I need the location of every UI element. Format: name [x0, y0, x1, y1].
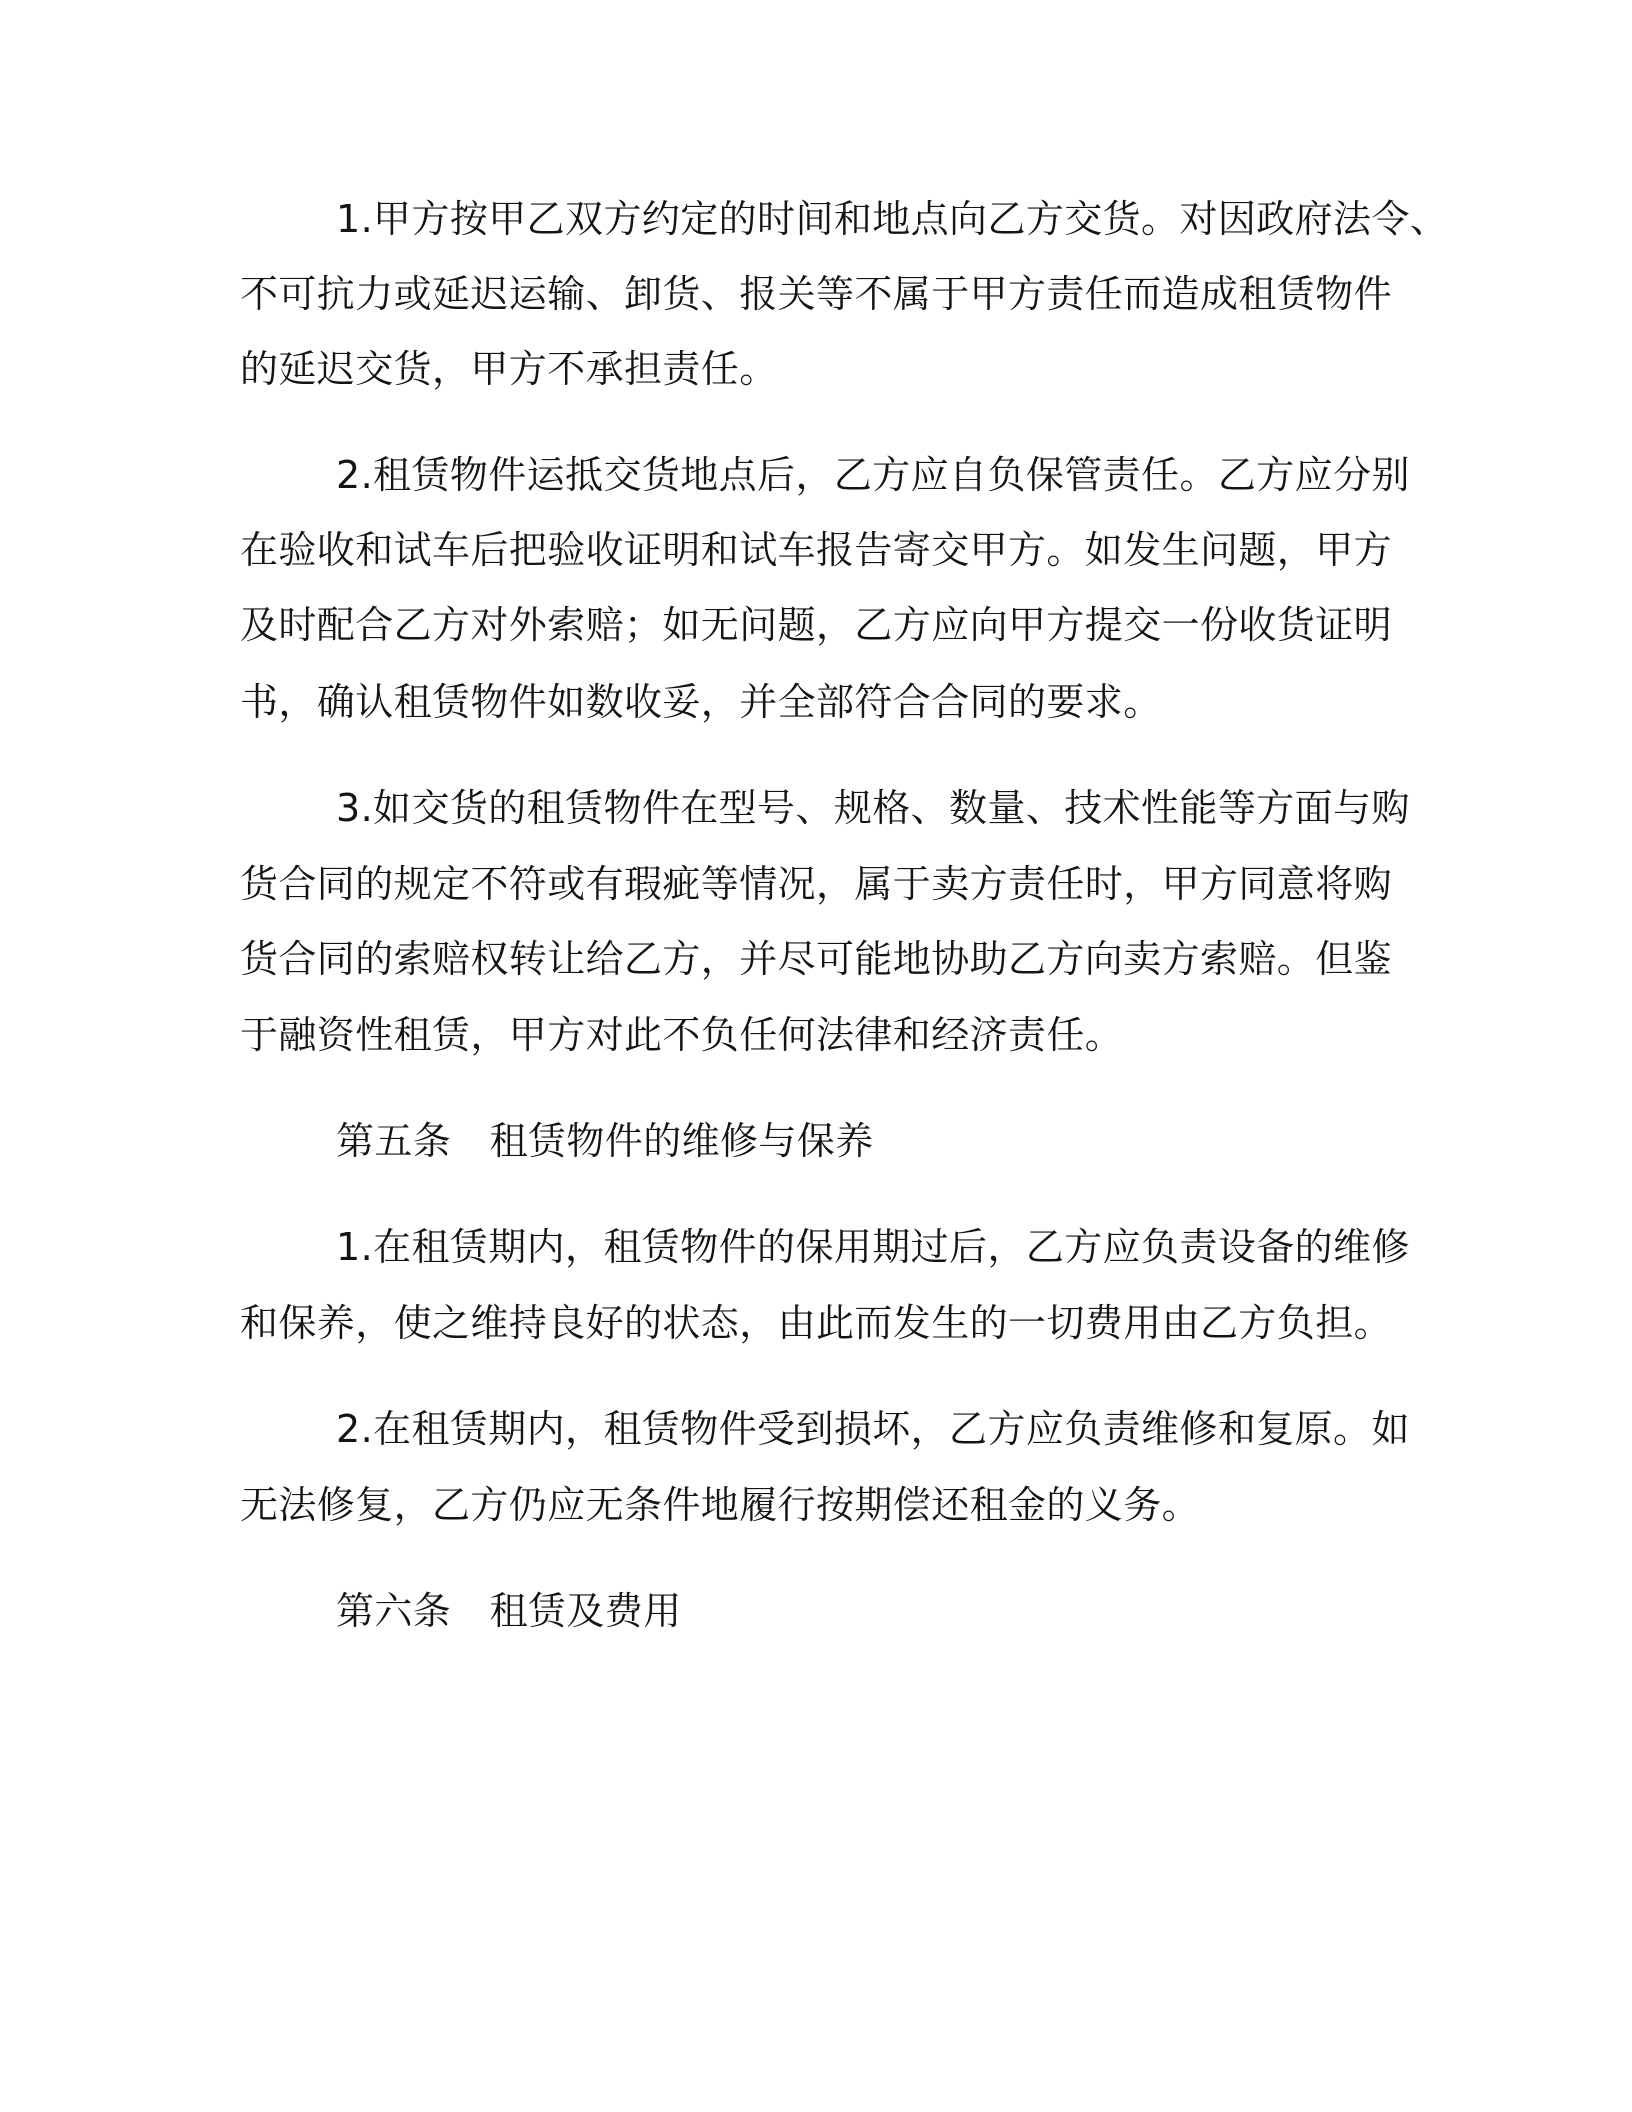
- text-line: 无法修复，乙方仍应无条件地履行按期偿还租金的义务。: [240, 1483, 1201, 1527]
- text-line: 和保养，使之维持良好的状态，由此而发生的一切费用由乙方负担。: [240, 1301, 1393, 1345]
- text-line: 不可抗力或延迟运输、卸货、报关等不属于甲方责任而造成租赁物件: [240, 272, 1393, 316]
- text-line: 1.甲方按甲乙双方约定的时间和地点向乙方交货。对因政府法令、: [336, 197, 1449, 241]
- text-line: 及时配合乙方对外索赔；如无问题，乙方应向甲方提交一份收货证明: [240, 603, 1393, 647]
- text-line: 货合同的规定不符或有瑕疵等情况，属于卖方责任时，甲方同意将购: [240, 862, 1393, 906]
- text-line: 货合同的索赔权转让给乙方，并尽可能地协助乙方向卖方索赔。但鉴: [240, 937, 1393, 981]
- text-line: 2.租赁物件运抵交货地点后，乙方应自负保管责任。乙方应分别: [336, 453, 1410, 497]
- text-line: 1.在租赁期内，租赁物件的保用期过后，乙方应负责设备的维修: [336, 1225, 1410, 1269]
- text-line: 书，确认租赁物件如数收妥，并全部符合合同的要求。: [240, 680, 1162, 724]
- text-line: 在验收和试车后把验收证明和试车报告寄交甲方。如发生问题，甲方: [240, 528, 1393, 572]
- section-heading: 第五条 租赁物件的维修与保养: [336, 1119, 874, 1163]
- text-line: 于融资性租赁，甲方对此不负任何法律和经济责任。: [240, 1013, 1124, 1057]
- text-line: 3.如交货的租赁物件在型号、规格、数量、技术性能等方面与购: [336, 786, 1410, 830]
- text-line: 2.在租赁期内，租赁物件受到损坏，乙方应负责维修和复原。如: [336, 1407, 1410, 1451]
- text-line: 的延迟交货，甲方不承担责任。: [240, 347, 778, 391]
- section-heading: 第六条 租赁及费用: [336, 1589, 682, 1633]
